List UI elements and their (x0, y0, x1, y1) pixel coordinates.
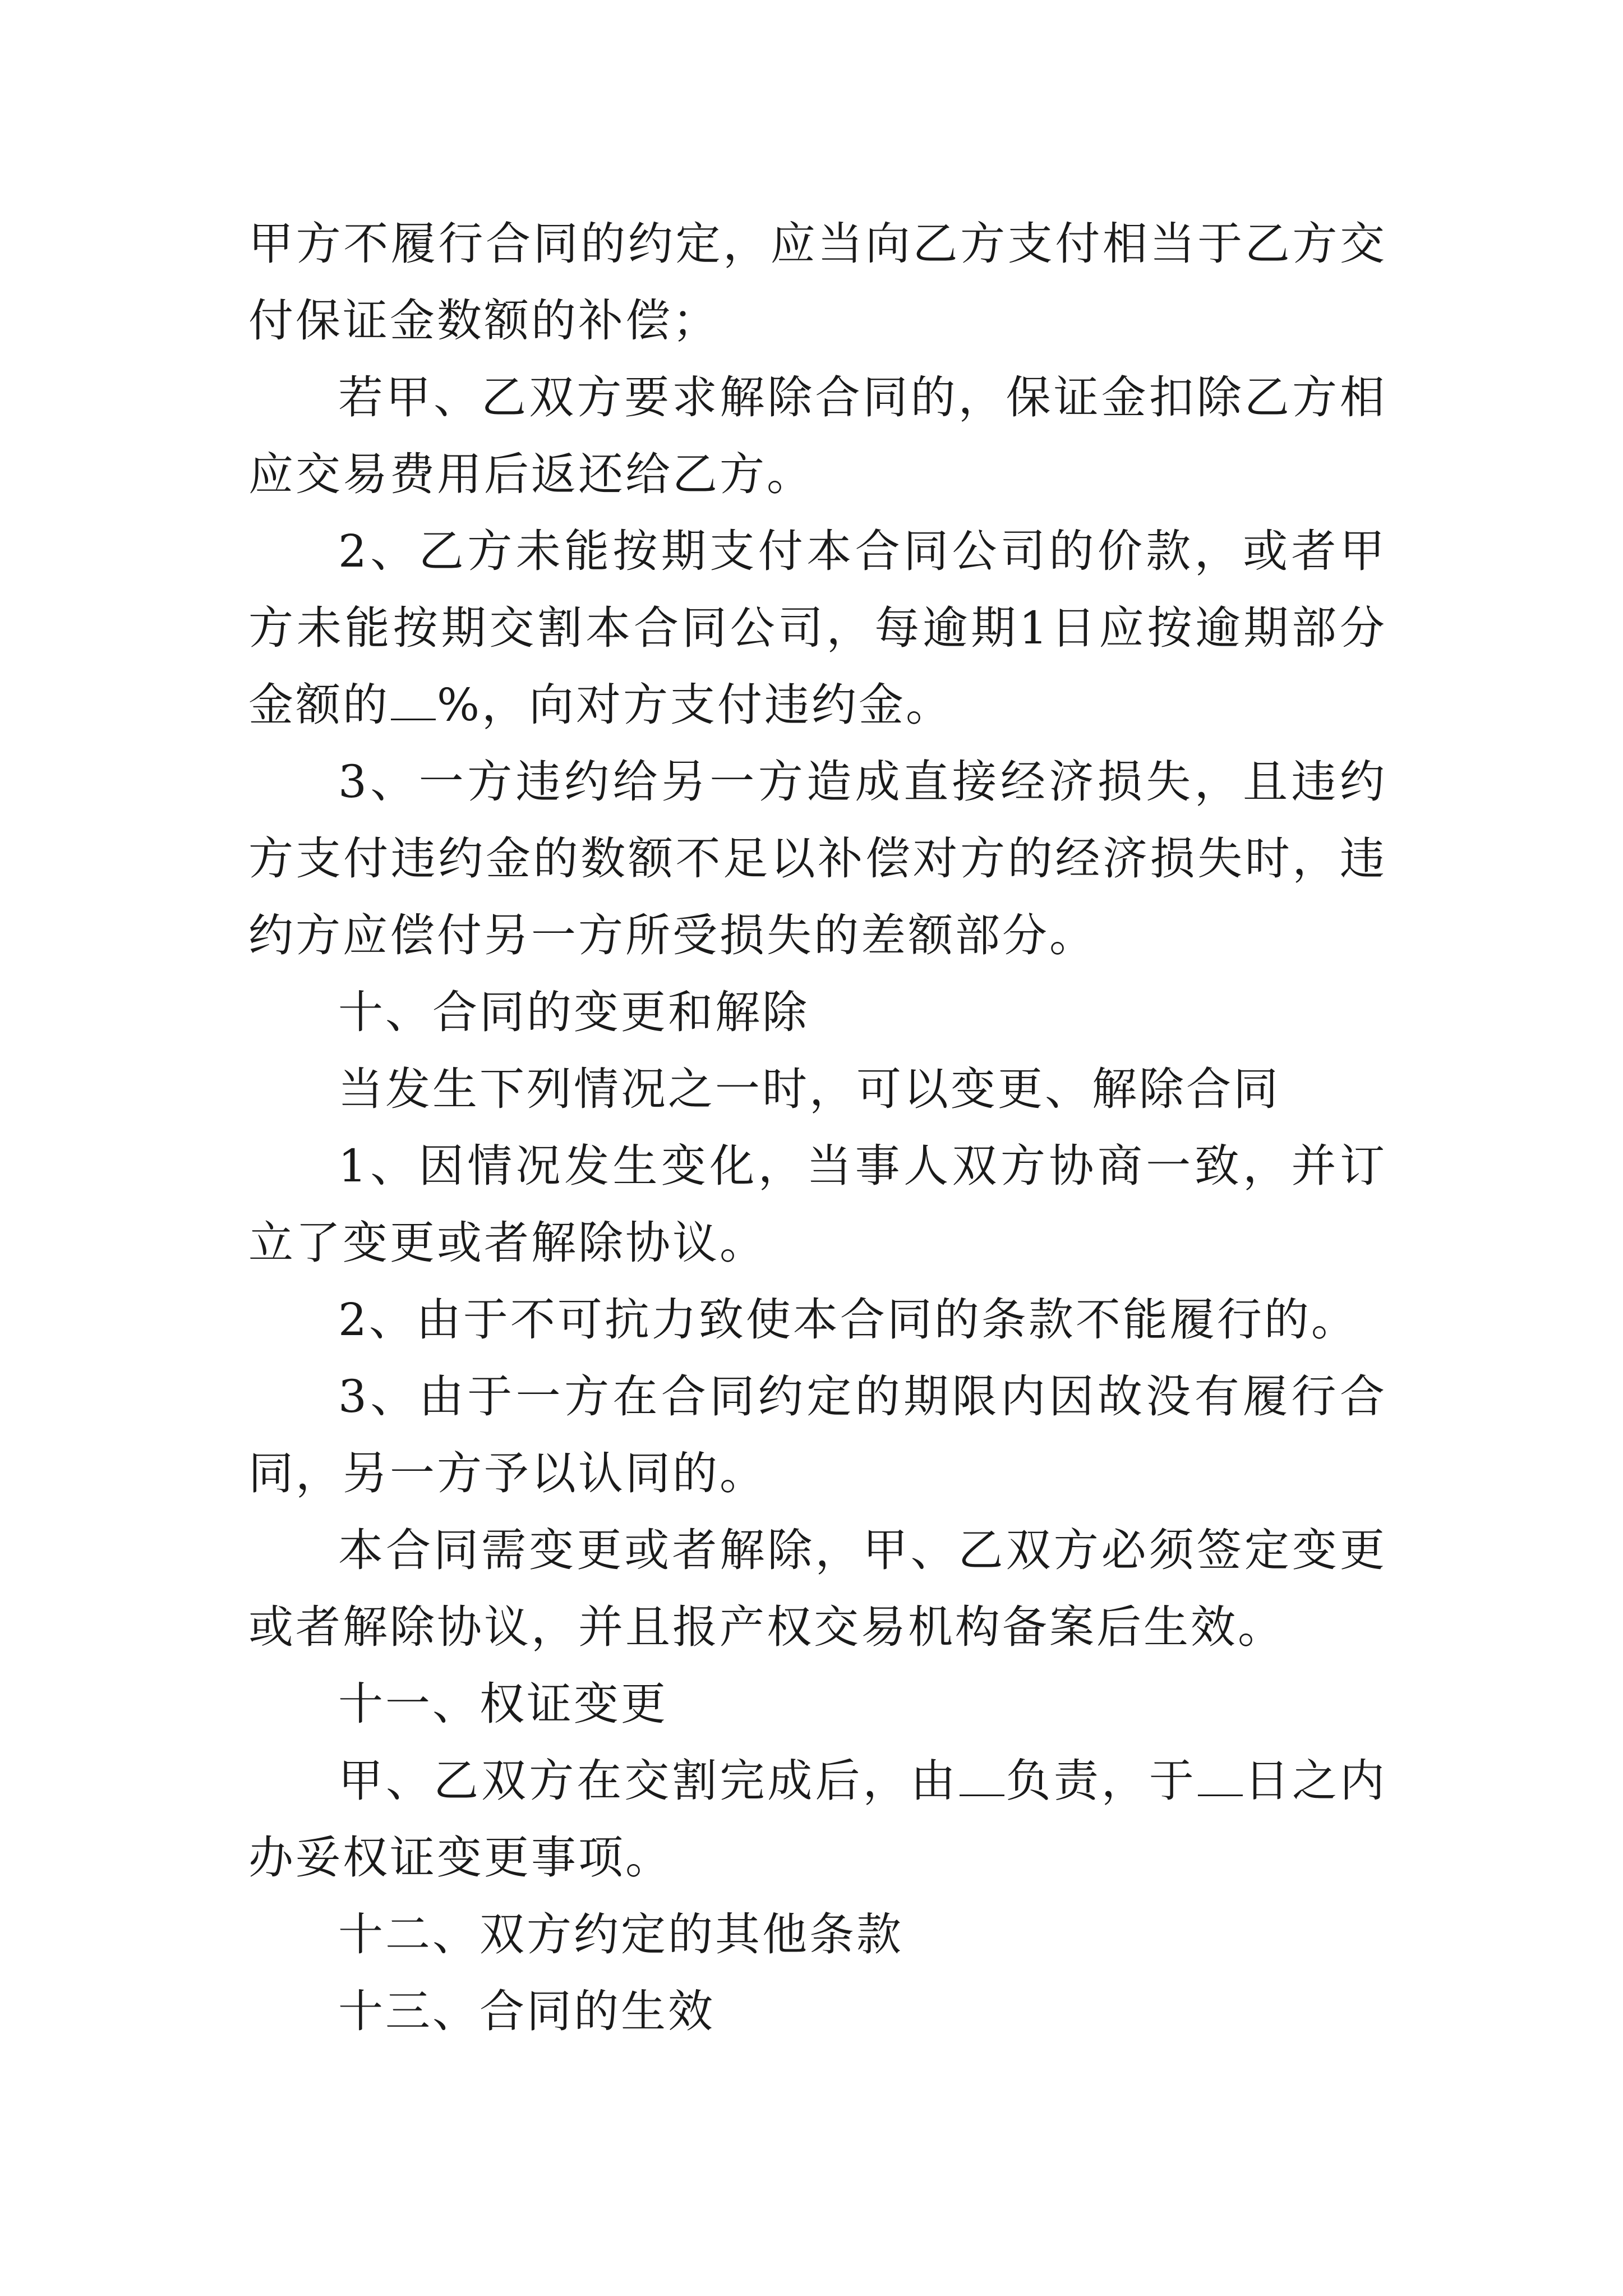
paragraph-condition-mutual-agreement: 1、因情况发生变化，当事人双方协商一致，并订立了变更或者解除协议。 (248, 1140, 1387, 1269)
paragraph-title-change-procedure (248, 1742, 1387, 1896)
paragraph-late-payment-penalty (248, 513, 1387, 743)
paragraph-amendment-procedure: 本合同需变更或者解除，甲、乙双方必须签定变更或者解除协议，并且报产权交易机构备案后生效。 (248, 1524, 1387, 1653)
paragraph-amendment-conditions: 当发生下列情况之一时，可以变更、解除合同 (338, 1063, 1280, 1115)
section-heading-other-terms: 十二、双方约定的其他条款 (338, 1908, 903, 1961)
days-limit-blank (1198, 1761, 1243, 1796)
late-payment-text-start: 2、乙方未能按期支付本合同公司的价款，或者甲方未能按期交割本合同公司，每逾期1日应按逾期部分金额的 (248, 525, 1387, 731)
section-heading-effectiveness: 十三、合同的生效 (338, 1985, 715, 2037)
paragraph-loss-compensation: 3、一方违约给另一方造成直接经济损失，且违约方支付违约金的数额不足以补偿对方的经济损失时，违约方应偿付另一方所受损失的差额部分。 (248, 756, 1387, 961)
late-payment-text-end: %，向对方支付违约金。 (437, 679, 953, 731)
title-change-text-end: 日之内办妥权证变更事项。 (248, 1755, 1387, 1884)
section-heading-title-change: 十一、权证变更 (338, 1678, 668, 1730)
paragraph-condition-nonperformance: 3、由于一方在合同约定的期限内因故没有履行合同，另一方予以认同的。 (248, 1370, 1387, 1499)
paragraph-condition-force-majeure: 2、由于不可抗力致使本合同的条款不能履行的。 (338, 1294, 1358, 1346)
paragraph-deposit-refund: 若甲、乙双方要求解除合同的，保证金扣除乙方相应交易费用后返还给乙方。 (248, 371, 1387, 500)
penalty-rate-blank (391, 685, 436, 720)
section-heading-amendment-termination: 十、合同的变更和解除 (338, 986, 809, 1038)
document-body (248, 205, 1387, 2050)
paragraph-deposit-compensation: 甲方不履行合同的约定，应当向乙方支付相当于乙方交付保证金数额的补偿； (248, 218, 1387, 347)
title-change-text-start: 甲、乙双方在交割完成后，由 (338, 1755, 958, 1807)
responsible-party-blank (960, 1761, 1004, 1796)
title-change-text-middle: 负责，于 (1005, 1755, 1197, 1807)
